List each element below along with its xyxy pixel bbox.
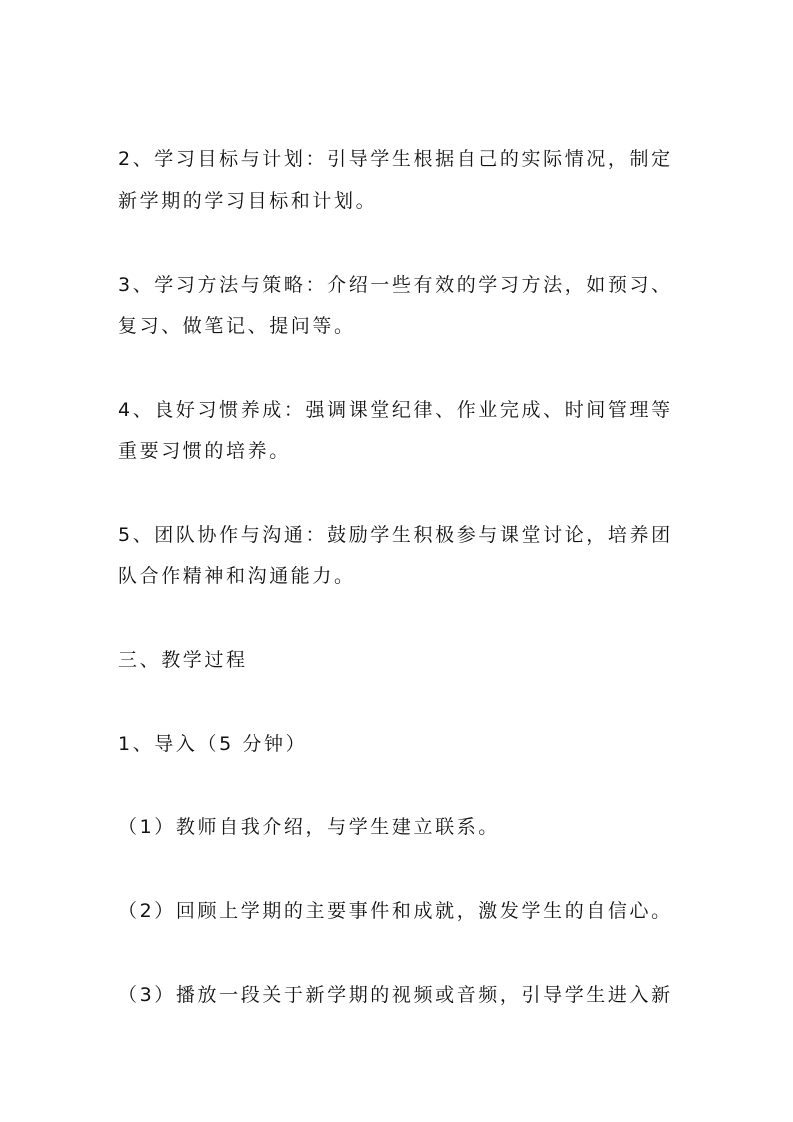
section-heading: 三、教学过程 — [118, 649, 248, 671]
item-4-line-1: 4、良好习惯养成：强调课堂纪律、作业完成、时间管理等 — [118, 399, 673, 421]
step-2-text: （2）回顾上学期的主要事件和成就，激发学生的自信心。 — [118, 900, 673, 922]
item-2-line-2: 新学期的学习目标和计划。 — [118, 190, 378, 212]
step-1-text: （1）教师自我介绍，与学生建立联系。 — [118, 816, 500, 838]
item-4-line-2: 重要习惯的培养。 — [118, 440, 291, 462]
step-3-text: （3）播放一段关于新学期的视频或音频，引导学生进入新 — [118, 984, 673, 1006]
item-3-line-1: 3、学习方法与策略：介绍一些有效的学习方法，如预习、 — [118, 274, 673, 296]
item-2-line-1: 2、学习目标与计划：引导学生根据自己的实际情况，制定 — [118, 148, 673, 170]
item-5-line-1: 5、团队协作与沟通：鼓励学生积极参与课堂讨论，培养团 — [118, 524, 673, 546]
item-3-line-2: 复习、做笔记、提问等。 — [118, 315, 356, 337]
item-5-line-2: 队合作精神和沟通能力。 — [118, 565, 356, 587]
subsection-heading: 1、导入（5 分钟） — [118, 733, 308, 755]
